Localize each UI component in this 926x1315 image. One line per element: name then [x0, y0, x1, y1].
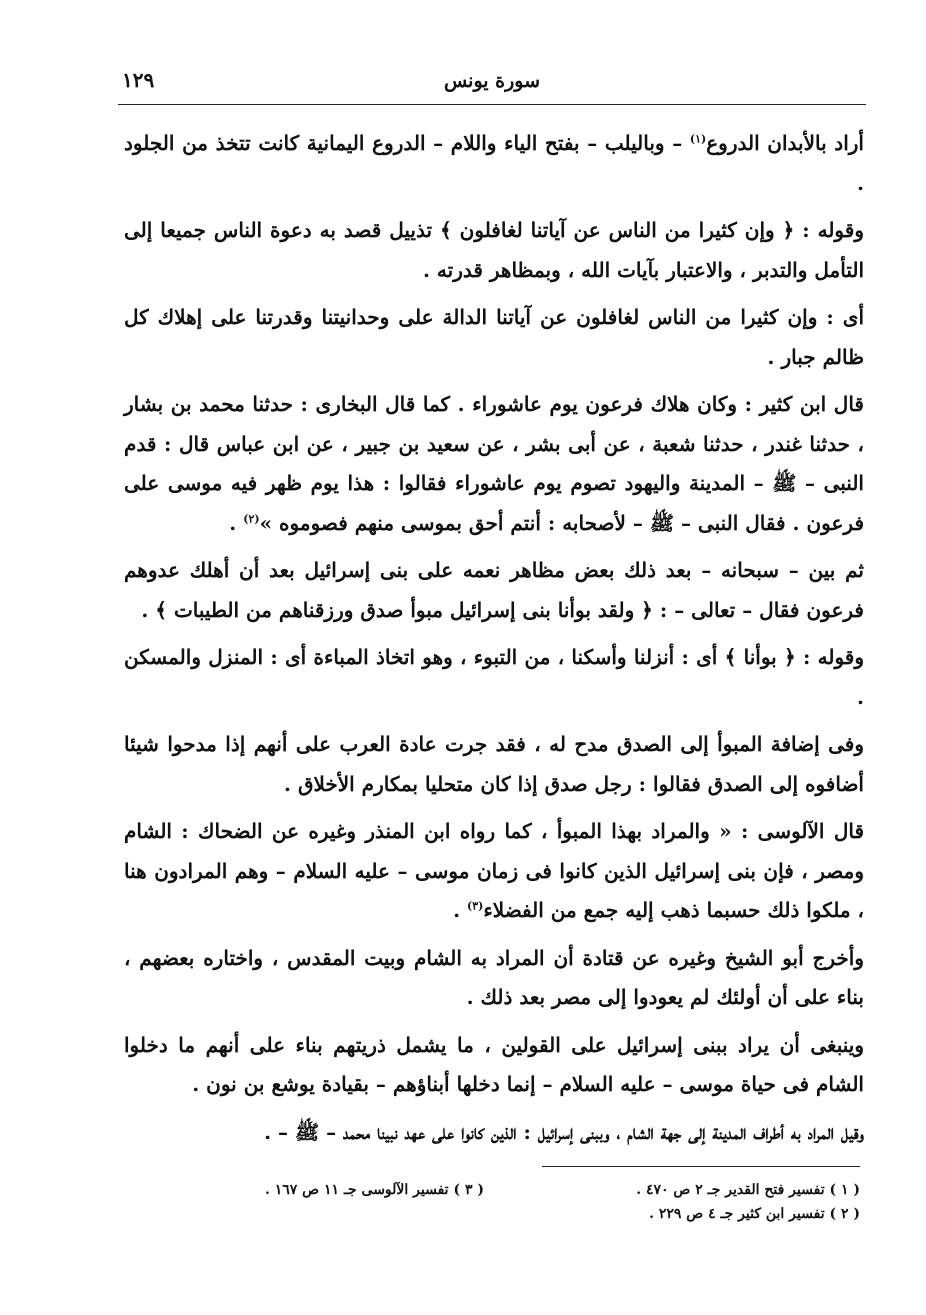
header-rule — [118, 104, 866, 105]
paragraph: قال ابن كثير : وكان هلاك فرعون يوم عاشوراء . كما قال البخارى : حدثنا محمد بن بشار ، حدثنا غندر ، حدثنا شعبة ، عن أبى بشر ، عن سعيد بن جبير ، عن ابن عباس قال : قدم النبى – ﷺ – المدينة واليهود تصوم يوم عاشوراء فقالوا : هذا يوم ظهر فيه موسى على فرعون . فقال النبى – ﷺ – لأصحابه : أنتم أحق بموسى منهم فصوموه »$^{(٢)}$ . — [124, 392, 864, 535]
paragraph: وأخرج أبو الشيخ وغيره عن قتادة أن المراد به الشام وبيت المقدس ، واختاره بعضهم ، بناء على أن أولئك لم يعودوا إلى مصر بعد ذلك . — [124, 945, 864, 1009]
footnote-ref: (٢) — [243, 511, 260, 525]
paragraph: وقيل المراد به أطراف المدينة إلى جهة الشام ، وببنى إسرائيل : الذين كانوا على عهد نبينا محمد – ﷺ – . — [264, 1119, 864, 1144]
footnote-3: ( ٣ ) تفسير الآلوسى جـ ١١ ص ١٦٧ . — [264, 1182, 484, 1198]
footnote-2: ( ٢ ) تفسير ابن كثير جـ ٤ ص ٢٢٩ . — [649, 1206, 860, 1222]
paragraph: قال الآلوسى : « والمراد بهذا المبوأ ، كما رواه ابن المنذر وغيره عن الضحاك : الشام ومصر ، فإن بنى إسرائيل الذين كانوا فى زمان موسى – عليه السلام – وهم المرادون هنا ، ملكوا ذلك حسبما ذهب إليه جمع من الفضلاء$^{(٣)}$ . — [124, 819, 864, 922]
paragraph: ثم بين – سبحانه – بعد ذلك بعض مظاهر نعمه على بنى إسرائيل بعد أن أهلك عدوهم فرعون فقال – تعالى – : ﴿ ولقد بوأنا بنى إسرائيل مبوأ صدق ورزقناهم من الطيبات ﴾ . — [124, 558, 864, 622]
footnote-ref: (١) — [689, 132, 707, 146]
paragraph: أى : وإن كثيرا من الناس لغافلون عن آياتنا الدالة على وحدانيتنا وقدرتنا على إهلاك كل ظالم جبار . — [124, 305, 864, 369]
page-number: ١٢٩ — [122, 68, 155, 92]
page-header — [118, 56, 866, 100]
paragraph: وقوله : ﴿ بوأنا ﴾ أى : أنزلنا وأسكنا ، من التبوء ، وهو اتخاذ المباءة أى : المنزل والمسكن . — [124, 645, 864, 709]
running-title: سورة يونس — [443, 70, 541, 92]
paragraph: وينبغى أن يراد ببنى إسرائيل على القولين ، ما يشمل ذريتهم بناء على أنهم ما دخلوا الشام فى حياة موسى – عليه السلام – إنما دخلها أبناؤهم – بقيادة يوشع بن نون . — [124, 1032, 864, 1096]
footnotes-left-column — [124, 1178, 484, 1202]
footnote-rule — [542, 1166, 860, 1167]
footnotes-right-column — [530, 1178, 860, 1226]
main-text — [124, 124, 864, 1160]
paragraph: وقوله : ﴿ وإن كثيرا من الناس عن آياتنا لغافلون ﴾ تذييل قصد به دعوة الناس جميعا إلى التأمل والتدبر ، والاعتبار بآيات الله ، وبمظاهر قدرته . — [124, 218, 864, 282]
paragraph: وفى إضافة المبوأ إلى الصدق مدح له ، فقد جرت عادة العرب على أنهم إذا مدحوا شيئا أضافوه إلى الصدق فقالوا : رجل صدق إذا كان متحليا بمكارم الأخلاق . — [124, 732, 864, 796]
footnote-1: ( ١ ) تفسير فتح القدير جـ ٢ ص ٤٧٠ . — [636, 1182, 860, 1198]
paragraph: أراد بالأبدان الدروع$^{(١)}$ – وباليلب – بفتح الياء واللام – الدروع اليمانية كانت تتخذ من الجلود . — [124, 131, 864, 195]
footnote-ref: (٣) — [467, 899, 484, 913]
